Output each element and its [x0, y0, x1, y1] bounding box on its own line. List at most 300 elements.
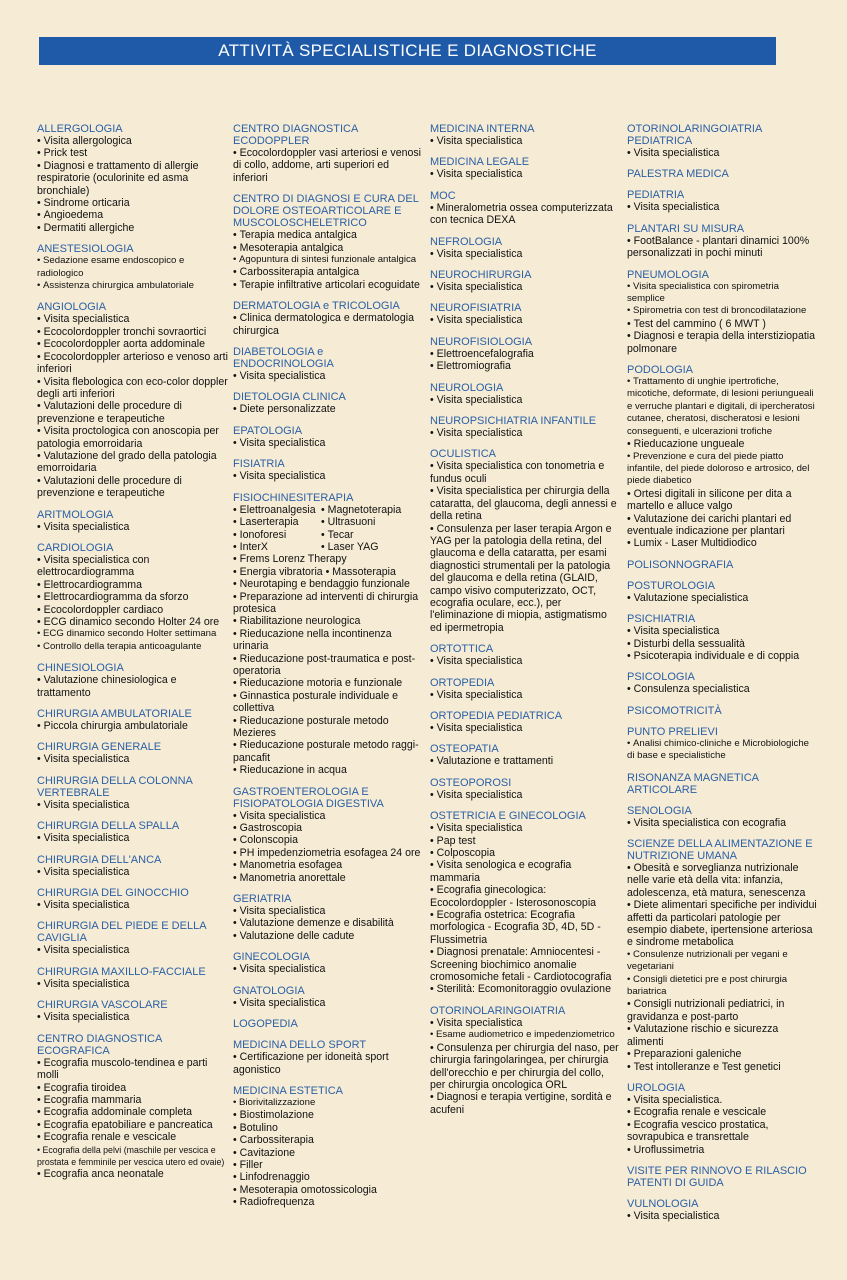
item-list [627, 683, 817, 695]
column-4 [627, 123, 817, 1231]
list-item: • Rieducazione ungueale [627, 438, 817, 450]
list-item: • Ecocolordoppler tronchi sovraortici [37, 326, 229, 338]
section-heading: MEDICINA LEGALE [430, 156, 530, 169]
list-item: • Visita specialistica [430, 722, 620, 734]
section [430, 1005, 620, 1116]
page-title: ATTIVITÀ SPECIALISTICHE E DIAGNOSTICHE [218, 41, 597, 60]
list-item: • FootBalance - plantari dinamici 100% personalizzati in pochi minuti [627, 235, 817, 260]
section-heading: NEUROFISIATRIA [430, 302, 522, 315]
section [627, 580, 817, 604]
section-heading: CHIRURGIA MAXILLO-FACCIALE [37, 965, 206, 978]
list-item: • Valutazione rischio e sicurezza alimenti [627, 1023, 817, 1048]
list-item: • Clinica dermatologica e dermatologia chirurgica [233, 312, 423, 337]
list-item: • Diete personalizzate [233, 403, 423, 415]
section [430, 448, 620, 634]
item-list [430, 394, 620, 406]
item-list [430, 722, 620, 734]
section-heading: NEFROLOGIA [430, 235, 503, 248]
list-item: • Elettroencefalografia [430, 348, 620, 360]
item-list [233, 905, 423, 942]
section [233, 123, 423, 184]
item-list [430, 348, 620, 373]
section [233, 346, 423, 382]
section [627, 838, 817, 1073]
list-item: • Rieducazione in acqua [233, 764, 423, 776]
list-item: • Visita specialistica [37, 866, 229, 878]
section-heading: LOGOPEDIA [233, 1018, 298, 1031]
list-item: • Biorivitalizzazione [233, 1097, 423, 1109]
section [430, 190, 620, 227]
section-heading: ARITMOLOGIA [37, 508, 114, 521]
section-heading: GASTROENTEROLOGIA E FISIOPATOLOGIA DIGESTIVA [233, 785, 384, 810]
item-list [233, 997, 423, 1009]
list-item: • Valutazione e trattamenti [430, 755, 620, 767]
list-item: • ECG dinamico secondo Holter 24 ore [37, 616, 229, 628]
section-heading: CENTRO DI DIAGNOSI E CURA DEL DOLORE OSTEOARTICOLARE E MUSCOLOSCHELETRICO [233, 193, 419, 230]
list-item: • Riabilitazione neurologica [233, 615, 423, 627]
section-heading: ALLERGOLOGIA [37, 123, 123, 135]
section [627, 1082, 817, 1156]
section-heading: POLISONNOGRAFIA [627, 558, 734, 571]
item-list [627, 817, 817, 829]
list-item: • Valutazione delle cadute [233, 930, 423, 942]
section [430, 236, 620, 260]
list-item: • Biostimolazione [233, 1109, 423, 1121]
section [430, 710, 620, 734]
list-item: • Colonscopia [233, 834, 423, 846]
item-list [233, 810, 423, 884]
list-item: • Uroflussimetria [627, 1144, 817, 1156]
section [37, 741, 229, 765]
section-heading: PSICHIATRIA [627, 613, 696, 626]
list-item: • Valutazione specialistica [627, 592, 817, 604]
section [430, 743, 620, 767]
item-list [430, 314, 620, 326]
list-item: • Visita specialistica. [627, 1094, 817, 1106]
list-item: • Mesoterapia antalgica [233, 242, 423, 254]
list-item: • Rieducazione post-traumatica e post-operatoria [233, 653, 423, 678]
list-item: • Laserterapia [233, 516, 299, 528]
list-item: • Ultrasuoni [321, 516, 375, 528]
list-item: • Ecocolordoppler vasi arteriosi e venosi di collo, addome, arti superiori ed inferiori [233, 147, 423, 184]
section [37, 509, 229, 533]
list-item: • Visita specialistica [37, 832, 229, 844]
list-item: • Visita senologica e ecografia mammaria [430, 859, 620, 884]
section [627, 559, 817, 571]
list-item: • PH impedenziometria esofagea 24 ore [233, 847, 423, 859]
list-item: • Visita specialistica [37, 944, 229, 956]
section-heading: MEDICINA ESTETICA [233, 1084, 344, 1097]
section-heading: CHIRURGIA GENERALE [37, 741, 162, 754]
item-list [627, 738, 817, 763]
list-item: • Psicoterapia individuale e di coppia [627, 650, 817, 662]
list-item: • Preparazione ad interventi di chirurgia protesica [233, 591, 423, 616]
list-item: • Ecografia addominale completa [37, 1106, 229, 1118]
list-item: • Ecografia muscolo-tendinea e parti molli [37, 1057, 229, 1082]
section [627, 269, 817, 355]
section [37, 301, 229, 499]
section-heading: OCULISTICA [430, 448, 497, 461]
section [37, 1033, 229, 1181]
column-1 [37, 123, 229, 1190]
section-heading: ORTOPEDIA PEDIATRICA [430, 709, 563, 722]
item-list [430, 822, 620, 996]
list-item: • Linfodrenaggio [233, 1171, 423, 1183]
section [627, 671, 817, 695]
list-item: • Consulenza specialistica [627, 683, 817, 695]
list-item: • Visita specialistica [430, 655, 620, 667]
section-heading: DIETOLOGIA CLINICA [233, 391, 346, 404]
section-heading: OTORINOLARINGOIATRIA [430, 1004, 566, 1017]
list-item: • Elettromiografia [430, 360, 620, 372]
list-item: • Visita specialistica [430, 689, 620, 701]
section-heading: NEUROLOGIA [430, 381, 504, 394]
list-item: • Ecocolordoppler aorta addominale [37, 338, 229, 350]
list-item: • Ecografia tiroidea [37, 1082, 229, 1094]
list-item: • Visita specialistica [37, 799, 229, 811]
list-item: • Esame audiometrico e impedenziometrico [430, 1029, 620, 1041]
list-item: • Visita specialistica [233, 963, 423, 975]
section-heading: MEDICINA DELLO SPORT [233, 1039, 367, 1052]
section [233, 425, 423, 449]
section [233, 786, 423, 884]
list-item: • Spirometria con test di broncodilatazione [627, 305, 817, 317]
item-list [430, 655, 620, 667]
item-list [627, 625, 817, 662]
section [233, 300, 423, 337]
item-list [37, 255, 229, 292]
section [37, 542, 229, 653]
list-item: • Visita specialistica [627, 201, 817, 213]
list-item: • Visita specialistica [430, 314, 620, 326]
list-item: • Ortesi digitali in silicone per dita a martello e alluce valgo [627, 488, 817, 513]
two-column-list [233, 504, 401, 554]
section [627, 726, 817, 763]
section [233, 1039, 423, 1076]
list-item: • Consigli dietetici pre e post chirurgia bariatrica [627, 974, 817, 999]
section-heading: CARDIOLOGIA [37, 541, 114, 554]
list-item: • Visita specialistica [37, 899, 229, 911]
section-heading: PODOLOGIA [627, 364, 694, 377]
column-2 [233, 123, 423, 1218]
section-heading: VISITE PER RINNOVO E RILASCIO PATENTI DI GUIDA [627, 1164, 807, 1189]
list-item: • Ecografia renale e vescicale [37, 1131, 229, 1143]
list-item: • Ginnastica posturale individuale e collettiva [233, 690, 423, 715]
list-item: • Elettroanalgesia [233, 504, 316, 516]
section [37, 123, 229, 234]
section [233, 1085, 423, 1209]
section-heading: DIABETOLOGIA e ENDOCRINOLOGIA [233, 346, 334, 371]
section [37, 708, 229, 732]
list-item: • Ionoforesi [233, 529, 286, 541]
section-heading: OTORINOLARINGOIATRIA PEDIATRICA [627, 123, 762, 147]
item-list [37, 720, 229, 732]
section [233, 985, 423, 1009]
list-item: • Visita specialistica [37, 1011, 229, 1023]
section-heading: OSTEOPATIA [430, 743, 499, 756]
section [233, 951, 423, 975]
section-heading: CHIRURGIA DEL PIEDE E DELLA CAVIGLIA [37, 920, 206, 945]
list-item: • Rieducazione posturale metodo Mezieres [233, 715, 423, 740]
list-item: • Ecografia renale e vescicale [627, 1106, 817, 1118]
section [233, 492, 423, 777]
list-item: • Visita specialistica [233, 437, 423, 449]
section [627, 189, 817, 213]
list-item: • Diagnosi e terapia vertigine, sordità e acufeni [430, 1091, 620, 1116]
section-heading: ORTOPEDIA [430, 676, 495, 689]
list-item: • Piccola chirurgia ambulatoriale [37, 720, 229, 732]
item-list [430, 460, 620, 634]
list-item: • Visita specialistica [627, 1210, 817, 1222]
section-heading: UROLOGIA [627, 1081, 686, 1094]
section [430, 123, 620, 147]
item-list [37, 753, 229, 765]
item-list [233, 553, 423, 776]
list-item: • Diete alimentari specifiche per individui affetti da particolari patologie per esempio diabete, ipertensione arteriosa e sindrome metabolica [627, 899, 817, 949]
list-item: • Trattamento di unghie ipertrofiche, micotiche, deformate, di lesioni periungueali e verruche plantari e digitali, di ipercheratosi cutanee, cheratosi, discheratosi e lesioni conseguenti, e ulcerazioni trofiche [627, 376, 817, 438]
list-item: • Manometria esofagea [233, 859, 423, 871]
list-item: • Visita specialistica [430, 822, 620, 834]
list-item: • Filler [233, 1159, 423, 1171]
list-item: • Carbossiterapia [233, 1134, 423, 1146]
list-item: • Consulenza per laser terapia Argon e YAG per la patologia della retina, del glaucoma e della cataratta, per esami diagnostici strumentali per la patologia del glaucoma e della retina (GLAID, campo visivo computerizzato, OCT, ecografia oculare, ecc.), per l'eliminazione di miopia, astigmatismo ed ipermetropia [430, 523, 620, 635]
section-heading: FISIOCHINESITERAPIA [233, 491, 354, 504]
item-list [37, 832, 229, 844]
list-item: • Rieducazione nella incontinenza urinaria [233, 628, 423, 653]
section-heading: PSICOLOGIA [627, 671, 695, 684]
section [430, 810, 620, 996]
list-item: • Diagnosi e trattamento di allergie respiratorie (oculorinite ed asma bronchiale) [37, 160, 229, 197]
item-list [627, 1094, 817, 1156]
list-item: • Tecar [321, 529, 354, 541]
section-heading: ORTOTTICA [430, 643, 494, 656]
section [37, 775, 229, 811]
section [627, 613, 817, 662]
list-item: • Gastroscopia [233, 822, 423, 834]
item-list [233, 963, 423, 975]
section-heading: OSTEOPOROSI [430, 776, 512, 789]
list-item: • Radiofrequenza [233, 1196, 423, 1208]
item-list [627, 862, 817, 1073]
item-list [233, 312, 423, 337]
item-list [37, 1057, 229, 1181]
item-list [430, 281, 620, 293]
list-item: • Cavitazione [233, 1147, 423, 1159]
list-item: • Elettrocardiogramma da sforzo [37, 591, 229, 603]
list-item: • Visita specialistica [37, 313, 229, 325]
list-item: • Diagnosi prenatale: Amniocentesi - Screening biochimico anomalie cromosomiche fetali - Cardiotocografia [430, 946, 620, 983]
list-item: • Carbossiterapia antalgica [233, 266, 423, 278]
item-list [627, 147, 817, 159]
list-item: • Visita specialistica [233, 370, 423, 382]
list-item: • Visita specialistica [627, 147, 817, 159]
list-item: • Colposcopia [430, 847, 620, 859]
section [627, 1198, 817, 1222]
list-item: • Energia vibratoria • Massoterapia [233, 566, 423, 578]
section-heading: CHINESIOLOGIA [37, 662, 124, 675]
section [233, 458, 423, 482]
section-heading: PALESTRA MEDICA [627, 168, 729, 181]
item-list [430, 1017, 620, 1116]
list-item: • Visita allergologica [37, 135, 229, 147]
item-list [430, 427, 620, 439]
list-item: • Dermatiti allergiche [37, 222, 229, 234]
section [37, 243, 229, 292]
list-item: • Assistenza chirurgica ambulatoriale [37, 280, 229, 292]
section-heading: CHIRURGIA DELL'ANCA [37, 853, 162, 866]
section [430, 777, 620, 801]
list-item: • Visita flebologica con eco-color doppler degli arti inferiori [37, 376, 229, 401]
section [37, 999, 229, 1023]
section-heading: CHIRURGIA VASCOLARE [37, 999, 168, 1012]
list-item: • Sedazione esame endoscopico e radiologico [37, 255, 229, 280]
section [430, 302, 620, 326]
list-item: • Prevenzione e cura del piede piatto infantile, del piede doloroso e artrosico, del piede diabetico [627, 451, 817, 488]
section-heading: CHIRURGIA DEL GINOCCHIO [37, 887, 189, 900]
section [627, 805, 817, 829]
section-heading: RISONANZA MAGNETICA ARTICOLARE [627, 771, 759, 796]
item-list [627, 281, 817, 355]
section [430, 415, 620, 439]
list-item: • Ecografia epatobiliare e pancreatica [37, 1119, 229, 1131]
item-list [233, 370, 423, 382]
item-list [37, 866, 229, 878]
item-list [430, 755, 620, 767]
item-list [627, 235, 817, 260]
section [627, 223, 817, 260]
list-item: • ECG dinamico secondo Holter settimana [37, 628, 229, 640]
item-list [233, 403, 423, 415]
list-item: • Ecocolordoppler arterioso e venoso arti inferiori [37, 351, 229, 376]
list-item: • Frems Lorenz Therapy [233, 553, 423, 565]
list-item: • Visita specialistica con spirometria semplice [627, 281, 817, 306]
section [233, 893, 423, 942]
item-list [37, 1011, 229, 1023]
section-heading: GNATOLOGIA [233, 984, 305, 997]
item-list [233, 1051, 423, 1076]
list-item: • Valutazioni delle procedure di prevenzione e terapeutiche [37, 475, 229, 500]
section-heading: PLANTARI SU MISURA [627, 222, 745, 235]
section [430, 677, 620, 701]
list-item: • Visita specialistica con elettrocardiogramma [37, 554, 229, 579]
list-item: • Visita specialistica [233, 997, 423, 1009]
section-heading: PNEUMOLOGIA [627, 268, 709, 281]
section-heading: CENTRO DIAGNOSTICA ECOGRAFICA [37, 1032, 162, 1057]
list-item: • Diagnosi e terapia della interstiziopatia polmonare [627, 330, 817, 355]
section [233, 391, 423, 415]
item-list [627, 201, 817, 213]
section [627, 364, 817, 550]
list-item: • Controllo della terapia anticoagulante [37, 641, 229, 653]
list-item: • Valutazione demenze e disabilità [233, 917, 423, 929]
list-item: • Visita specialistica [233, 470, 423, 482]
section-heading: ANESTESIOLOGIA [37, 243, 134, 256]
item-list [627, 592, 817, 604]
item-list [430, 789, 620, 801]
list-item: • Neurotaping e bendaggio funzionale [233, 578, 423, 590]
list-item: • Consulenza per chirurgia del naso, per chirurgia faringolaringea, per chirurgia dell'orecchio e per chirurgia del collo, per chirurgia oncologica ORL [430, 1042, 620, 1092]
list-item: • Lumix - Laser Multidiodico [627, 537, 817, 549]
section-heading: ANGIOLOGIA [37, 301, 107, 314]
list-item: • Disturbi della sessualità [627, 638, 817, 650]
section-heading: VULNOLOGIA [627, 1197, 699, 1210]
list-item: • Visita specialistica [430, 168, 620, 180]
section-heading: EPATOLOGIA [233, 424, 303, 437]
list-item: • Analisi chimico-cliniche e Microbiologiche di base e specialistiche [627, 738, 817, 763]
section-heading: PEDIATRIA [627, 189, 685, 202]
section-heading: PUNTO PRELIEVI [627, 725, 718, 738]
list-item: • Visita specialistica [627, 625, 817, 637]
section-heading: PSICOMOTRICITÀ [627, 704, 722, 717]
item-list [37, 135, 229, 234]
list-item: • Rieducazione posturale metodo raggi-pancafit [233, 739, 423, 764]
section [627, 123, 817, 159]
column-3 [430, 123, 620, 1125]
section [37, 662, 229, 699]
section-heading: SENOLOGIA [627, 804, 692, 817]
list-item: • Elettrocardiogramma [37, 579, 229, 591]
list-item: • Visita specialistica [233, 905, 423, 917]
list-item: • Valutazione chinesiologica e trattamento [37, 674, 229, 699]
list-item: • Visita specialistica [37, 978, 229, 990]
list-item: • Mesoterapia omotossicologia [233, 1184, 423, 1196]
item-list [430, 689, 620, 701]
item-list [233, 470, 423, 482]
list-item: • Valutazione del grado della patologia emorroidaria [37, 450, 229, 475]
section [37, 887, 229, 911]
list-item: • Obesità e sorveglianza nutrizionale nelle varie età della vita: infanzia, adolescenza, età matura, senescenza [627, 862, 817, 899]
list-item: • Visita specialistica con ecografia [627, 817, 817, 829]
list-item: • Ecografia della pelvi (maschile per vescica e prostata e femminile per vescica utero ed ovaie) [37, 1144, 229, 1169]
section-heading: CHIRURGIA AMBULATORIALE [37, 708, 192, 721]
list-item: • Visita specialistica per chirurgia della cataratta, del glaucoma, degli annessi e della retina [430, 485, 620, 522]
list-item: • Test intolleranze e Test genetici [627, 1061, 817, 1073]
section-heading: CENTRO DIAGNOSTICA ECODOPPLER [233, 123, 358, 147]
section-heading: GINECOLOGIA [233, 951, 311, 964]
list-item: • Pap test [430, 835, 620, 847]
list-item: • Visita specialistica [37, 753, 229, 765]
list-item: • Consigli nutrizionali pediatrici, in gravidanza e post-parto [627, 998, 817, 1023]
list-item: • Manometria anorettale [233, 872, 423, 884]
section-heading: FISIATRIA [233, 458, 285, 471]
list-item: • Ecografia ostetrica: Ecografia morfologica - Ecografia 3D, 4D, 5D - Flussimetria [430, 909, 620, 946]
section [430, 382, 620, 406]
section [37, 854, 229, 878]
list-item: • Terapie infiltrative articolari ecoguidate [233, 279, 423, 291]
section-heading: MEDICINA INTERNA [430, 123, 535, 135]
list-item: • Ecografia anca neonatale [37, 1168, 229, 1180]
section [627, 772, 817, 796]
list-item: • Ecografia vescico prostatica, sovrapubica e transrettale [627, 1119, 817, 1144]
list-item: • Preparazioni galeniche [627, 1048, 817, 1060]
item-list [37, 313, 229, 499]
section [627, 1165, 817, 1189]
list-item: • Visita specialistica [430, 394, 620, 406]
section [627, 168, 817, 180]
list-item: • Angioedema [37, 209, 229, 221]
list-item: • Test del cammino ( 6 MWT ) [627, 318, 817, 330]
item-list [430, 135, 620, 147]
list-item: • Ecografia ginecologica: Ecocolordoppler - Isterosonoscopia [430, 884, 620, 909]
list-item: • Prick test [37, 147, 229, 159]
list-item: • InterX [233, 541, 268, 553]
list-item: • Mineralometria ossea computerizzata con tecnica DEXA [430, 202, 620, 227]
item-list [37, 944, 229, 956]
item-list [627, 376, 817, 550]
item-list [37, 978, 229, 990]
list-item: • Botulino [233, 1122, 423, 1134]
list-item: • Visita proctologica con anoscopia per patologia emorroidaria [37, 425, 229, 450]
